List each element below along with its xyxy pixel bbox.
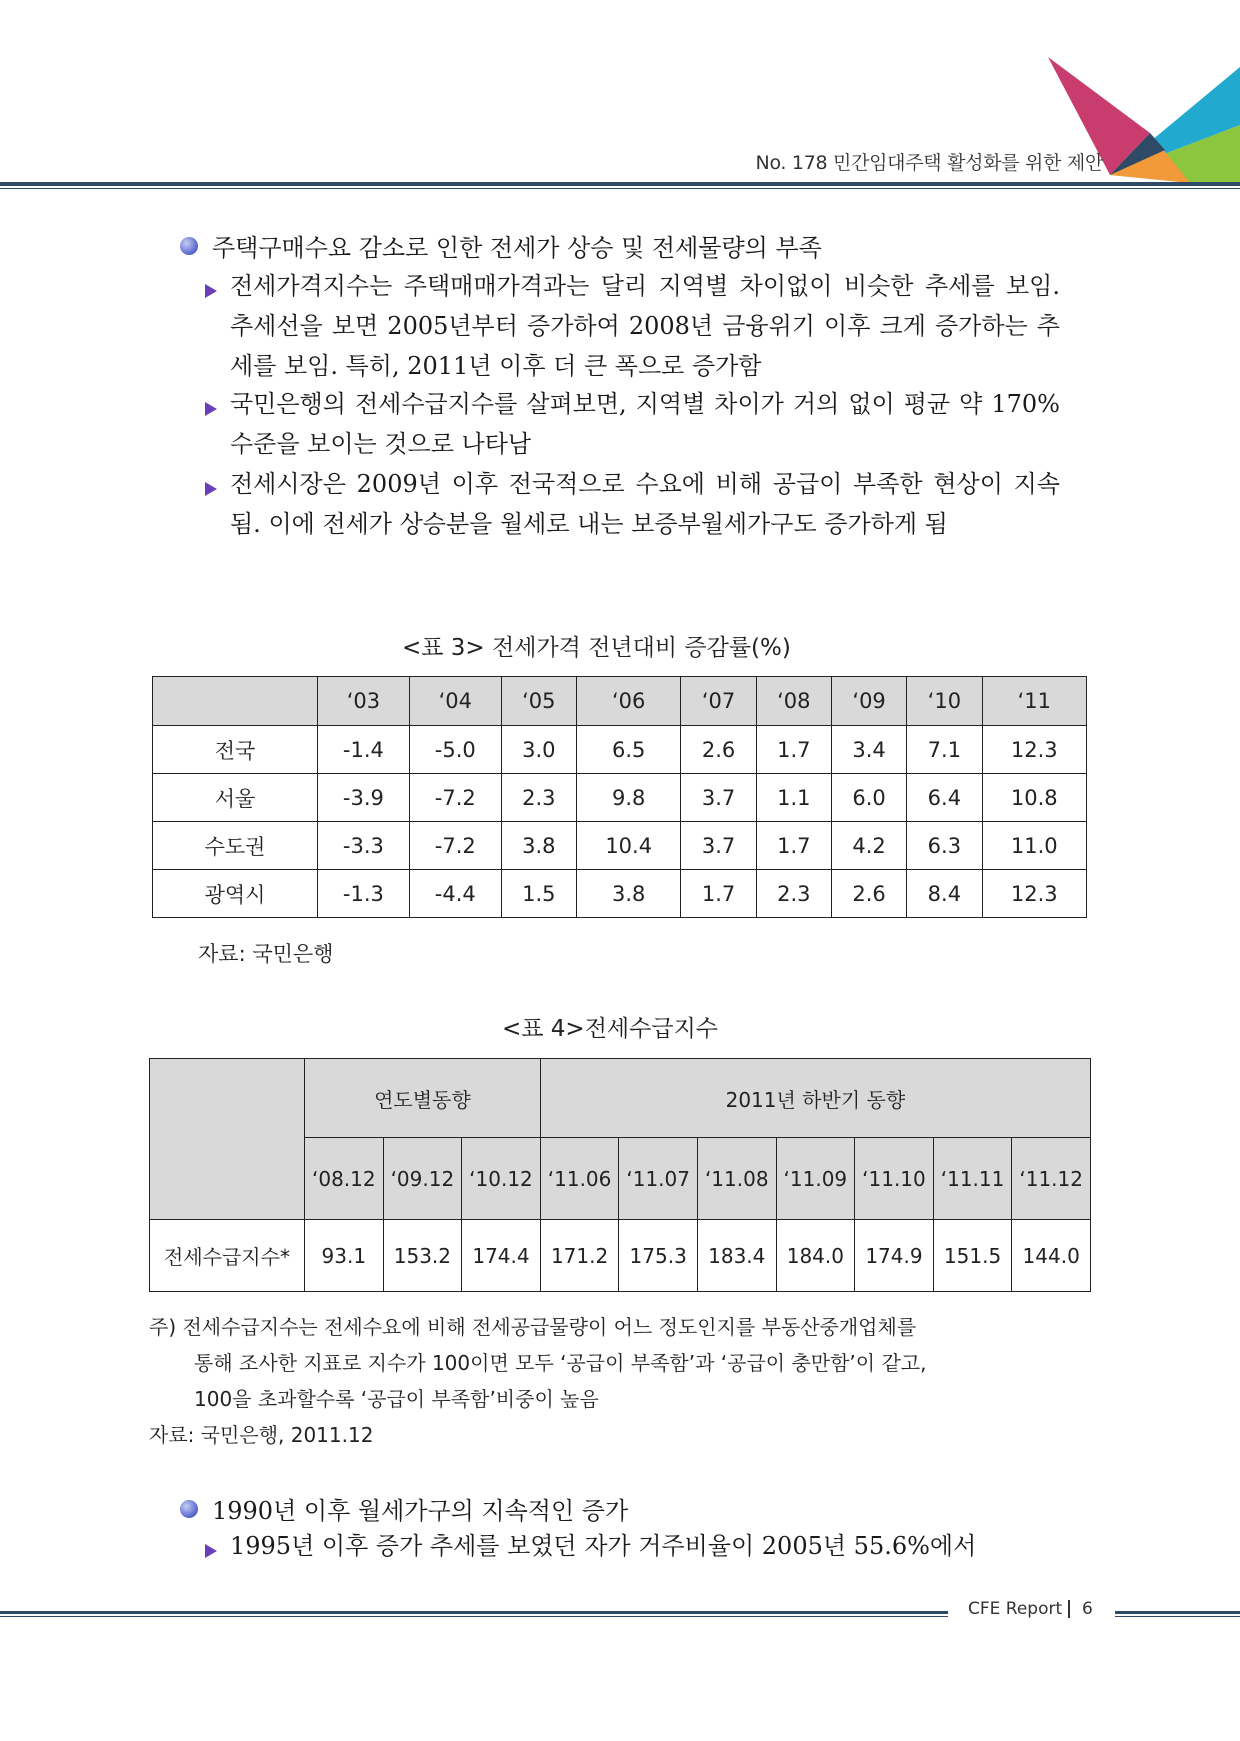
table-cell: 12.3 [982, 870, 1087, 918]
arrow-bullet-icon [205, 284, 217, 298]
column-header: ‘03 [318, 677, 410, 726]
table-cell: 1.7 [756, 726, 831, 774]
table-corner-cell [153, 677, 318, 726]
table-cell: 1.7 [681, 870, 756, 918]
table-row [153, 822, 1087, 870]
table-cell: -1.4 [318, 726, 410, 774]
arrow-bullet-icon [205, 1544, 217, 1558]
table-cell: 6.4 [907, 774, 982, 822]
table-cell: 1.7 [756, 822, 831, 870]
table-cell: 3.7 [681, 774, 756, 822]
table4-caption: <표 4>전세수급지수 [502, 1016, 719, 1042]
table4-note-line: 100을 초과할수록 ‘공급이 부족함’비중이 높음 [194, 1387, 599, 1411]
table-cell: 3.0 [501, 726, 576, 774]
header-divider [0, 182, 1240, 186]
bullet-paragraph: 전세시장은 2009년 이후 전국적으로 수요에 비해 공급이 부족한 현상이 지속됨. 이에 전세가 상승분을 월세로 내는 보증부월세가구도 증가하게 됨 [230, 470, 1060, 538]
column-header: ‘09.12 [383, 1138, 462, 1220]
table-cell: 174.9 [855, 1220, 934, 1292]
column-header: ‘11.07 [619, 1138, 698, 1220]
table-cell: 93.1 [305, 1220, 384, 1292]
table-cell: 2.3 [756, 870, 831, 918]
column-header: ‘11.12 [1012, 1138, 1091, 1220]
column-header: ‘10 [907, 677, 982, 726]
column-header: ‘11.11 [933, 1138, 1012, 1220]
circle-bullet-icon [180, 1500, 198, 1518]
row-label: 전세수급지수* [150, 1220, 305, 1292]
table-cell: 2.6 [681, 726, 756, 774]
table-cell: 174.4 [462, 1220, 541, 1292]
table3-source: 자료: 국민은행 [198, 942, 334, 966]
table-cell: 175.3 [619, 1220, 698, 1292]
circle-bullet-icon [180, 237, 198, 255]
table-cell: 3.8 [576, 870, 680, 918]
table-cell: 2.3 [501, 774, 576, 822]
table-cell: 2.6 [831, 870, 906, 918]
table-row [153, 774, 1087, 822]
column-header: ‘04 [409, 677, 501, 726]
header-divider-thin [0, 188, 1240, 189]
page-number: 6 [1082, 1599, 1093, 1619]
table-corner-cell [150, 1059, 305, 1220]
table-cell: -3.3 [318, 822, 410, 870]
column-header: ‘06 [576, 677, 680, 726]
table-cell: 144.0 [1012, 1220, 1091, 1292]
row-label: 전국 [153, 726, 318, 774]
table-cell: -7.2 [409, 774, 501, 822]
table-row [153, 726, 1087, 774]
table-cell: 10.8 [982, 774, 1087, 822]
row-label: 서울 [153, 774, 318, 822]
table-cell: 12.3 [982, 726, 1087, 774]
table-cell: 151.5 [933, 1220, 1012, 1292]
table-cell: 10.4 [576, 822, 680, 870]
column-header: ‘09 [831, 677, 906, 726]
table-cell: 1.1 [756, 774, 831, 822]
footer-divider-thin [0, 1616, 948, 1617]
table4 [149, 1058, 1091, 1292]
arrow-bullet-icon [205, 482, 217, 496]
table-cell: 4.2 [831, 822, 906, 870]
column-header: ‘11 [982, 677, 1087, 726]
table-cell: 7.1 [907, 726, 982, 774]
table4-note-line: 통해 조사한 지표로 지수가 100이면 모두 ‘공급이 부족함’과 ‘공급이 충만함’이 같고, [194, 1351, 927, 1375]
table-cell: 1.5 [501, 870, 576, 918]
footer-divider [0, 1611, 948, 1614]
table-cell: 184.0 [776, 1220, 855, 1292]
table-cell: -3.9 [318, 774, 410, 822]
table-cell: -1.3 [318, 870, 410, 918]
column-header: ‘11.09 [776, 1138, 855, 1220]
table-cell: -7.2 [409, 822, 501, 870]
column-header: ‘08 [756, 677, 831, 726]
table-cell: 11.0 [982, 822, 1087, 870]
column-header: ‘10.12 [462, 1138, 541, 1220]
table4-source: 자료: 국민은행, 2011.12 [149, 1423, 374, 1447]
table-cell: 153.2 [383, 1220, 462, 1292]
column-header: ‘11.08 [697, 1138, 776, 1220]
bullet-paragraph: 국민은행의 전세수급지수를 살펴보면, 지역별 차이가 거의 없이 평균 약 170% 수준을 보이는 것으로 나타남 [230, 390, 1060, 458]
table-cell: 6.5 [576, 726, 680, 774]
footer-report-name: CFE Report [968, 1599, 1063, 1619]
table3-caption: <표 3> 전세가격 전년대비 증감률(%) [402, 635, 791, 661]
table-cell: -4.4 [409, 870, 501, 918]
table-cell: 6.0 [831, 774, 906, 822]
footer-divider-thin [1115, 1616, 1240, 1617]
footer-divider [1115, 1611, 1240, 1614]
row-label: 광역시 [153, 870, 318, 918]
section-heading-1: 주택구매수요 감소로 인한 전세가 상승 및 전세물량의 부족 [212, 234, 822, 262]
header-title: No. 178 민간임대주택 활성화를 위한 제안 [755, 152, 1103, 174]
table-cell: 6.3 [907, 822, 982, 870]
column-header: ‘08.12 [305, 1138, 384, 1220]
table-cell: 8.4 [907, 870, 982, 918]
column-header: ‘11.10 [855, 1138, 934, 1220]
footer-separator [1068, 1600, 1070, 1618]
group-header-2011h2: 2011년 하반기 동향 [540, 1059, 1090, 1138]
bullet-paragraph: 전세가격지수는 주택매매가격과는 달리 지역별 차이없이 비슷한 추세를 보임. 추세선을 보면 2005년부터 증가하여 2008년 금융위기 이후 크게 증가하는 추세를 보임. 특히, 2011년 이후 더 큰 폭으로 증가함 [230, 272, 1060, 380]
column-header: ‘07 [681, 677, 756, 726]
bullet-paragraph: 1995년 이후 증가 추세를 보였던 자가 거주비율이 2005년 55.6%에서 [230, 1532, 977, 1560]
row-label: 수도권 [153, 822, 318, 870]
table4-note-line: 주) 전세수급지수는 전세수요에 비해 전세공급물량이 어느 정도인지를 부동산중개업체를 [149, 1315, 917, 1339]
table-cell: 3.7 [681, 822, 756, 870]
column-header: ‘05 [501, 677, 576, 726]
arrow-bullet-icon [205, 402, 217, 416]
table-cell: 3.8 [501, 822, 576, 870]
table-cell: 171.2 [540, 1220, 619, 1292]
table-cell: -5.0 [409, 726, 501, 774]
group-header-annual: 연도별동향 [305, 1059, 541, 1138]
table-row [153, 870, 1087, 918]
table-cell: 9.8 [576, 774, 680, 822]
table-row [150, 1220, 1091, 1292]
table3 [152, 676, 1087, 918]
section-heading-2: 1990년 이후 월세가구의 지속적인 증가 [212, 1497, 629, 1525]
table-cell: 183.4 [697, 1220, 776, 1292]
column-header: ‘11.06 [540, 1138, 619, 1220]
table-cell: 3.4 [831, 726, 906, 774]
